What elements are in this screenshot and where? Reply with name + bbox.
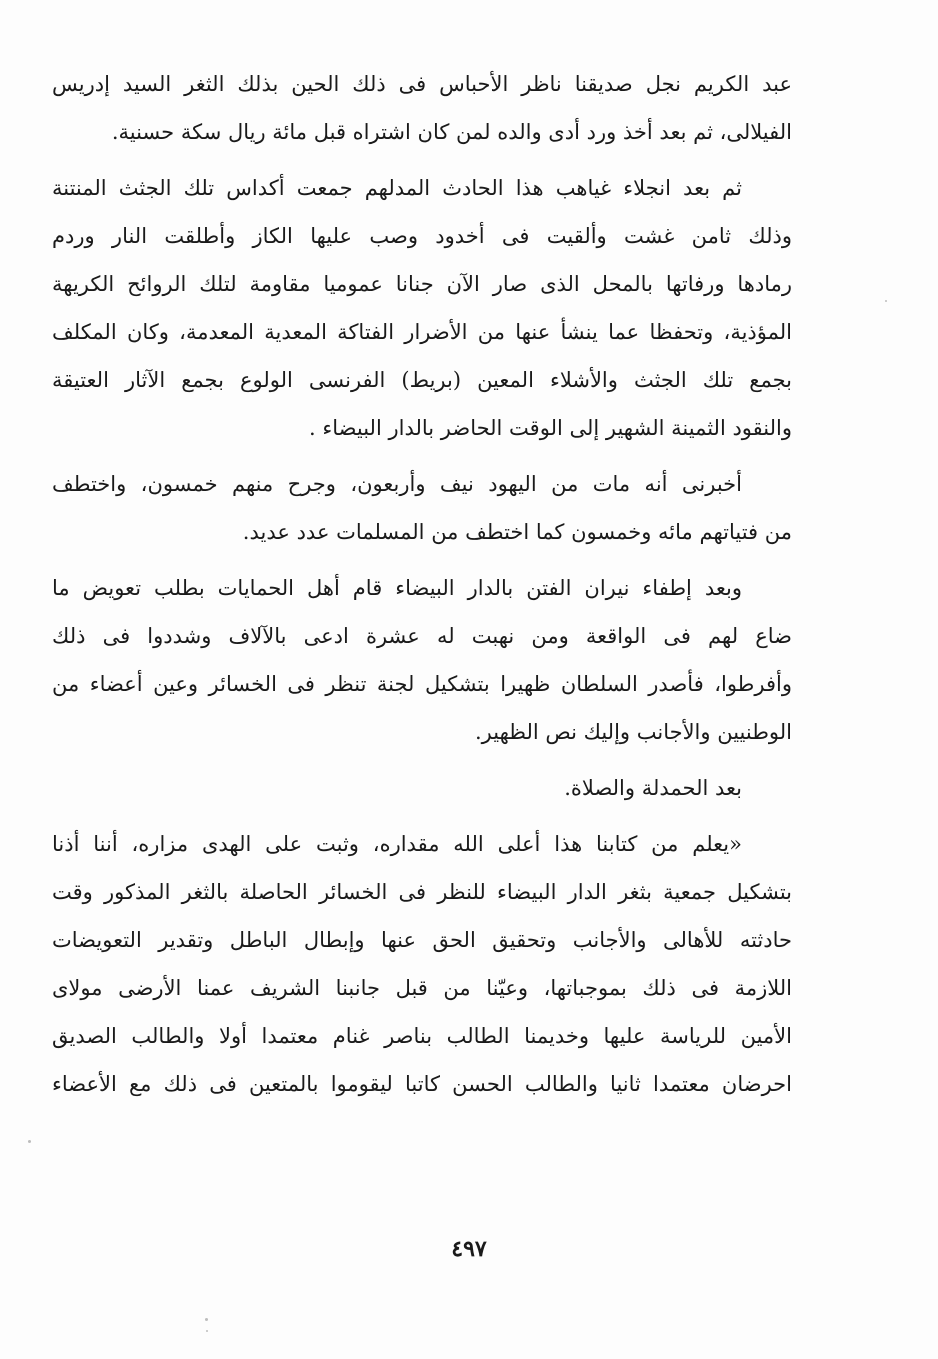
paragraph-1 — [52, 60, 792, 156]
page-number: ٤٩٧ — [451, 1236, 487, 1262]
text-line: والنقود الثمينة الشهير إلى الوقت الحاضر بالدار البيضاء . — [309, 416, 792, 440]
text-line: الفيلالى، ثم بعد أخذ ورد أدى والده لمن كان اشتراه قبل مائة ريال سكة حسنية. — [111, 120, 792, 144]
text-line: بجمع تلك الجثث والأشلاء المعين (بريط) الفرنسى الولوع بجمع الآثار العتيقة — [52, 368, 792, 392]
paragraph-5 — [52, 764, 792, 812]
paragraph-6 — [52, 820, 792, 1108]
text-line: وذلك ثامن غشت وألقيت فى أخدود وصب عليها الكاز وأطلقت النار وردم — [52, 224, 792, 248]
paragraph-3 — [52, 460, 792, 556]
text-line: ضاع لهم فى الواقعة ومن نهبت له عشرة ادعى بالآلاف وشددوا فى ذلك — [52, 624, 792, 648]
body-text — [52, 60, 792, 1116]
text-line: أخبرنى أنه مات من اليهود نيف وأربعون، وجرح منهم خمسون، واختطف — [52, 472, 743, 496]
text-line: احرضان معتمدا ثانيا والطالب الحسن كاتبا ليقوموا بالمتعين فى ذلك مع الأعضاء — [52, 1072, 792, 1096]
text-line: رمادها ورفاتها بالمحل الذى صار الآن جنانا عموميا مقاومة لتلك الروائح الكريهة — [52, 272, 792, 296]
text-line: المؤذية، وتحفظا عما ينشأ عنها من الأضرار الفتاكة المعدية المعدمة، وكان المكلف — [52, 320, 792, 344]
text-line: وبعد إطفاء نيران الفتن بالدار البيضاء قام أهل الحمايات بطلب تعويض ما — [52, 576, 742, 600]
text-line: «يعلم من كتابنا هذا أعلى الله مقداره، وثبت على الهدى مزاره، أننا أذنا — [52, 832, 742, 856]
text-line: الوطنيين والأجانب وإليك نص الظهير. — [474, 720, 792, 744]
scan-speck — [885, 300, 887, 302]
text-line: وأفرطوا، فأصدر السلطان ظهيرا بتشكيل لجنة تنظر فى الخسائر وعين أعضاء من — [52, 672, 792, 696]
paragraph-4 — [52, 564, 792, 756]
text-line: حادثته للأهالى والأجانب وتحقيق الحق عنها وإبطال الباطل وتقدير التعويضات — [52, 928, 792, 952]
text-line: بتشكيل جمعية بثغر الدار البيضاء للنظر فى الخسائر الحاصلة بالثغر المذكور وقت — [52, 880, 792, 904]
text-line: اللازمة فى ذلك بموجباتها، وعيّنا من قبل جانبنا الشريف عمنا الأرضى مولاى — [52, 976, 792, 1000]
scan-speck — [205, 1318, 208, 1321]
text-line: ثم بعد انجلاء غياهب هذا الحادث المدلهم جمعت أكداس تلك الجثث المنتنة — [52, 176, 742, 200]
text-line: بعد الحمدلة والصلاة. — [564, 776, 742, 800]
text-line: من فتياتهم مائه وخمسون كما اختطف من المسلمات عدد عديد. — [242, 520, 792, 544]
text-line: عبد الكريم نجل صديقنا ناظر الأحباس فى ذلك الحين بذلك الثغر السيد إدريس — [52, 72, 792, 96]
scan-speck — [28, 1140, 31, 1143]
scan-speck — [206, 1330, 208, 1332]
text-line: الأمين للرياسة عليها وخديمنا الطالب بناصر غنام معتمدا أولا والطالب الصديق — [52, 1024, 792, 1048]
paragraph-2 — [52, 164, 792, 452]
